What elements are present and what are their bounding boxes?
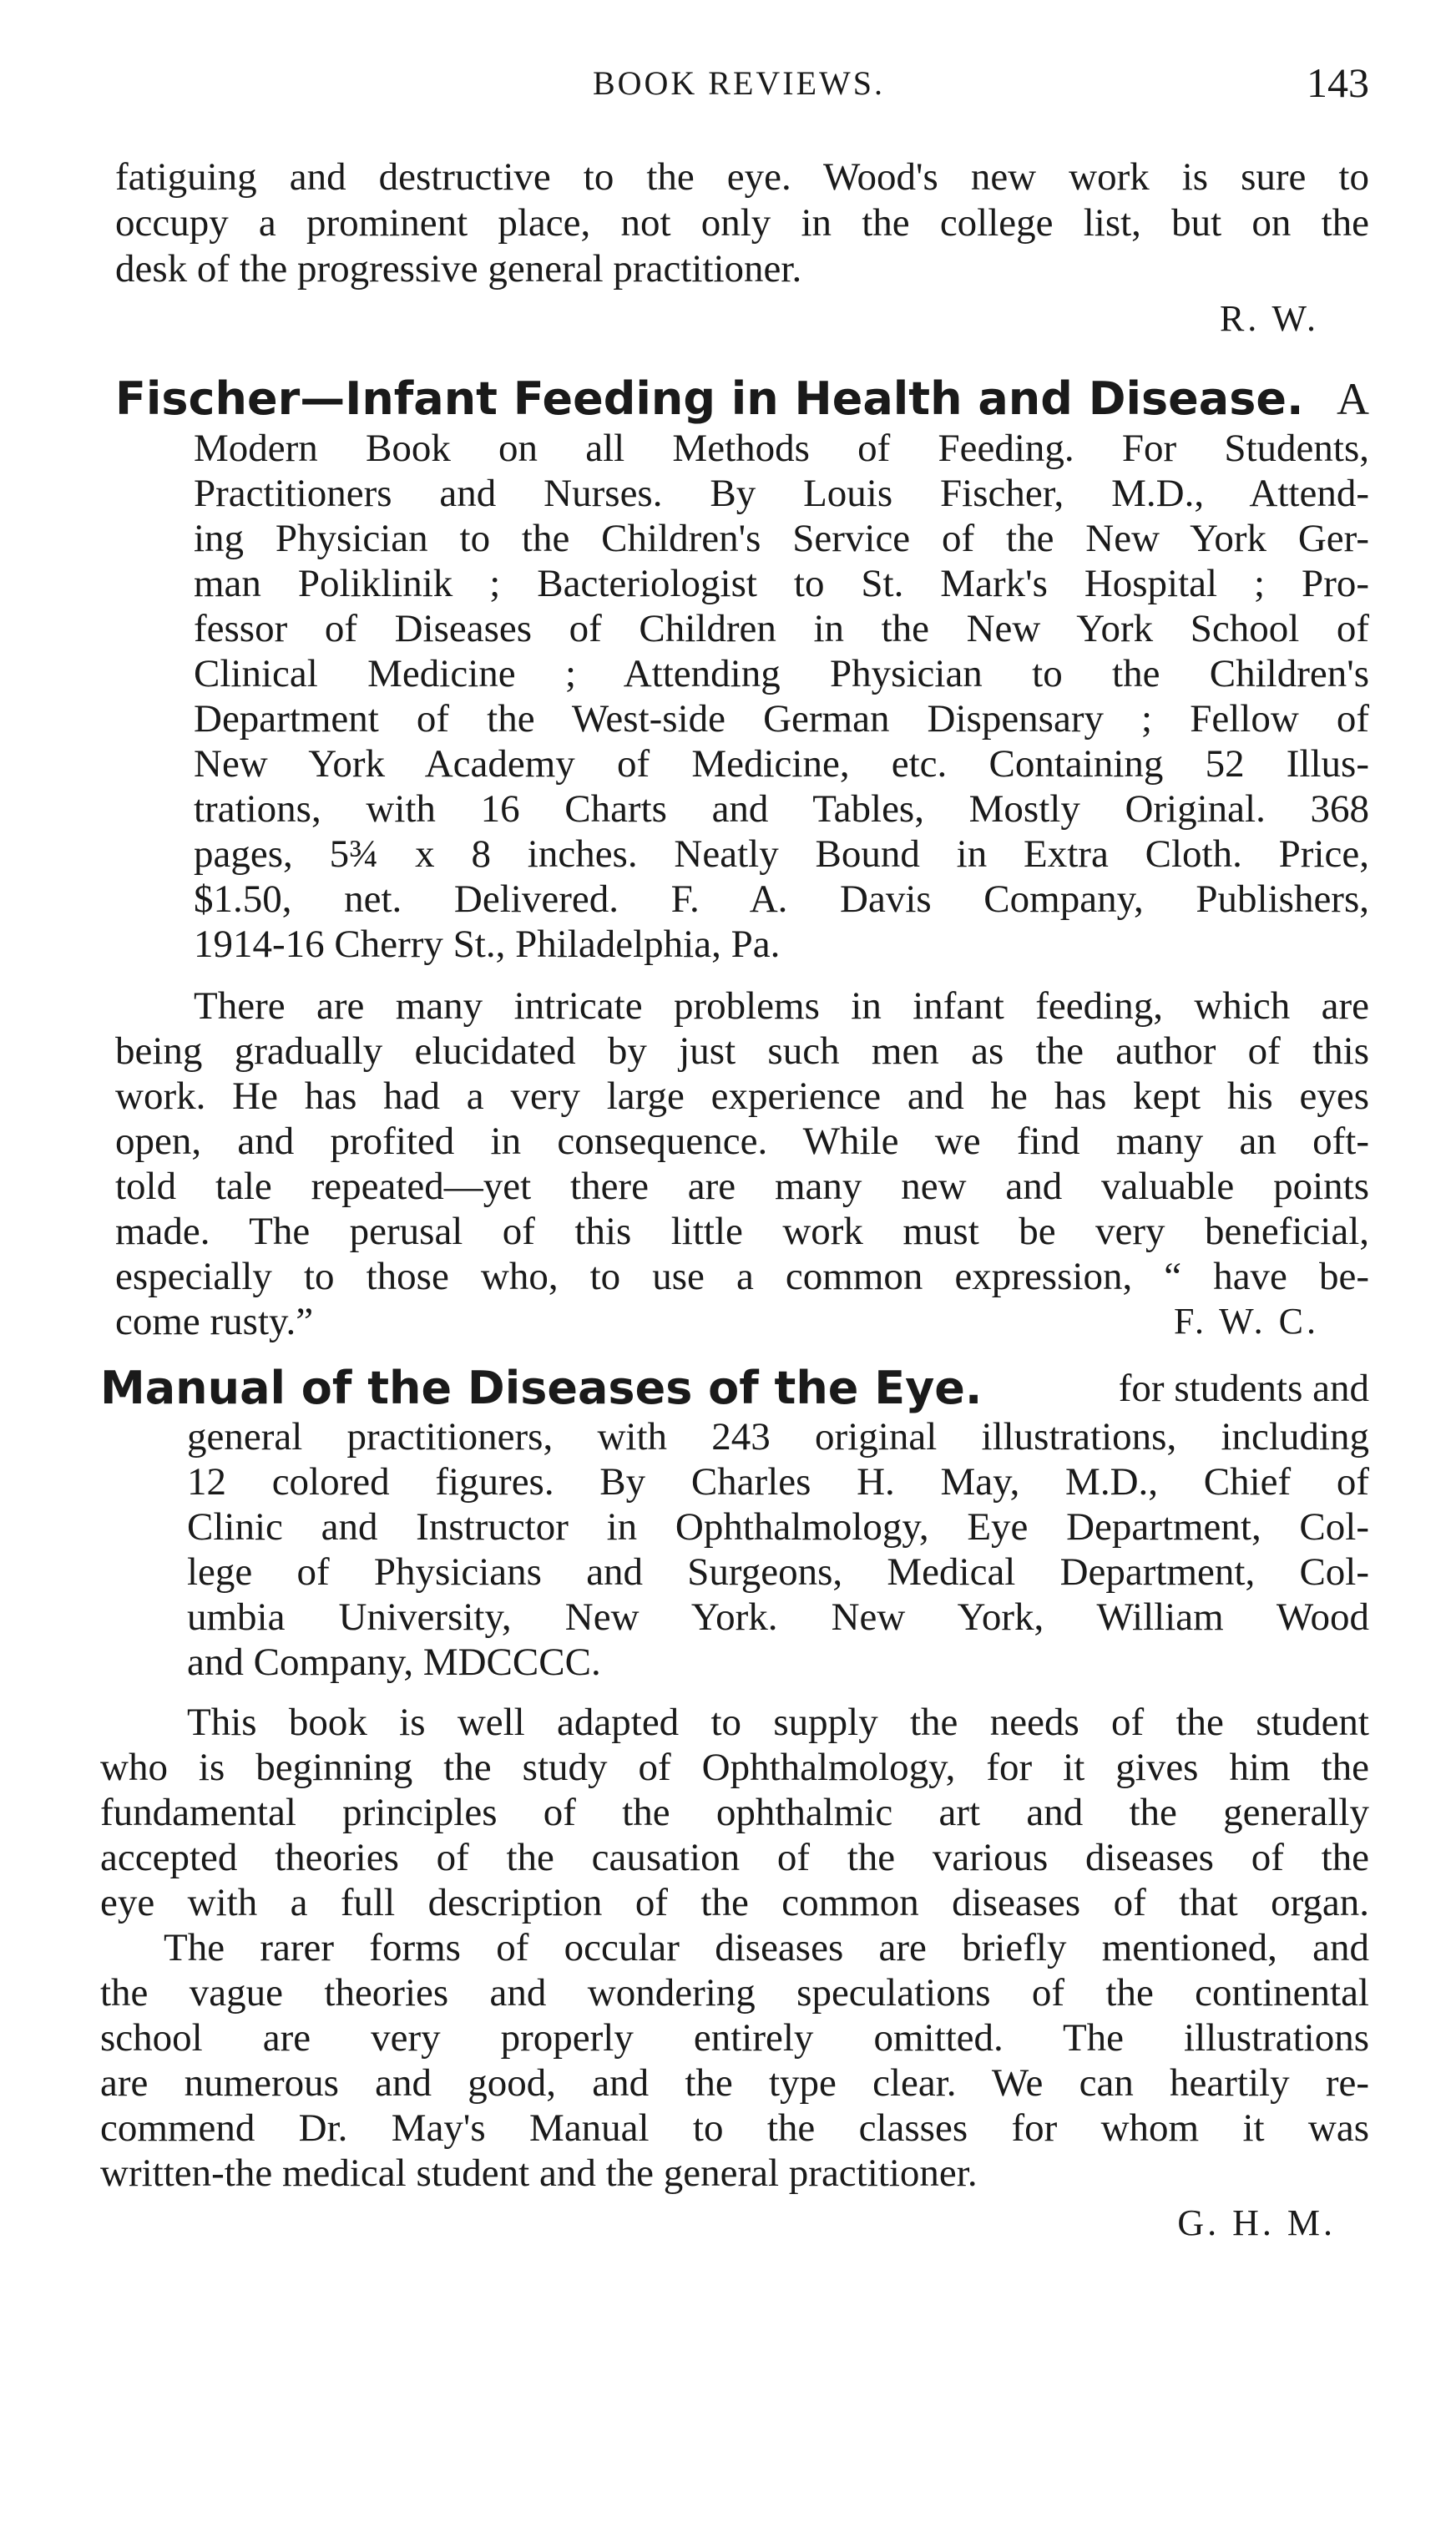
body-line: told tale repeated—yet there are many new and valuable points (115, 1165, 1369, 1208)
review-title-tail: for students and (1118, 1367, 1369, 1410)
citation-line: 1914-16 Cherry St., Philadelphia, Pa. (194, 923, 781, 966)
body-line: open, and profited in consequence. While we find many an oft- (115, 1120, 1369, 1163)
body-line: There are many intricate problems in infant feeding, which are (194, 984, 1369, 1028)
body-line: being gradually elucidated by just such men as the author of this (115, 1029, 1369, 1073)
citation-line: and Company, MDCCCC. (187, 1641, 601, 1684)
citation-line: umbia University, New York. New York, William Wood (187, 1595, 1369, 1639)
citation-line: Clinic and Instructor in Ophthalmology, Eye Department, Col- (187, 1505, 1369, 1549)
page-number: 143 (1307, 59, 1369, 106)
body-line: eye with a full description of the common diseases of that organ. (100, 1881, 1369, 1924)
citation-line: general practitioners, with 243 original illustrations, including (187, 1415, 1369, 1459)
body-line: The rarer forms of occular diseases are briefly mentioned, and (164, 1926, 1369, 1969)
citation-line: fessor of Diseases of Children in the New York School of (194, 607, 1369, 650)
citation-line: man Poliklinik ; Bacteriologist to St. Mark's Hospital ; Pro- (194, 562, 1369, 605)
review-title-tail: A (1337, 374, 1369, 424)
body-line: who is beginning the study of Ophthalmology, for it gives him the (100, 1746, 1369, 1789)
review-title: Fischer—Infant Feeding in Health and Disease. (115, 372, 1304, 425)
body-line: fundamental principles of the ophthalmic art and the generally (100, 1791, 1369, 1834)
continuation-line: fatiguing and destructive to the eye. Wood's new work is sure to (115, 155, 1369, 199)
citation-line: $1.50, net. Delivered. F. A. Davis Company, Publishers, (194, 877, 1369, 921)
citation-line: Clinical Medicine ; Attending Physician to the Children's (194, 652, 1369, 695)
review-signature: G. H. M. (1177, 2202, 1336, 2243)
review-title: Manual of the Diseases of the Eye. (100, 1362, 983, 1414)
citation-line: 12 colored figures. By Charles H. May, M.D., Chief of (187, 1460, 1369, 1504)
review-signature: F. W. C. (1174, 1301, 1319, 1342)
page-header (109, 58, 1369, 117)
body-line: accepted theories of the causation of the various diseases of the (100, 1836, 1369, 1879)
continuation-line: occupy a prominent place, not only in the college list, but on the (115, 201, 1369, 245)
review-heading (115, 373, 1369, 425)
citation-line: Department of the West-side German Dispensary ; Fellow of (194, 697, 1369, 741)
citation-line: Modern Book on all Methods of Feeding. For Students, (194, 427, 1369, 470)
citation-line: New York Academy of Medicine, etc. Containing 52 Illus- (194, 742, 1369, 786)
body-line: This book is well adapted to supply the needs of the student (187, 1701, 1369, 1744)
review-signature: R. W. (1219, 298, 1319, 339)
citation-line: trations, with 16 Charts and Tables, Mostly Original. 368 (194, 787, 1369, 831)
body-line: work. He has had a very large experience and he has kept his eyes (115, 1074, 1369, 1118)
body-line: school are very properly entirely omitted. The illustrations (100, 2016, 1369, 2060)
continuation-line: desk of the progressive general practitioner. (115, 247, 802, 291)
body-line: especially to those who, to use a common expression, “ have be- (115, 1255, 1369, 1298)
citation-line: Practitioners and Nurses. By Louis Fischer, M.D., Attend- (194, 472, 1369, 515)
body-line: are numerous and good, and the type clear. We can heartily re- (100, 2061, 1369, 2105)
review-heading (100, 1363, 1369, 1414)
running-head: BOOK REVIEWS. (592, 64, 886, 102)
body-line: commend Dr. May's Manual to the classes for whom it was (100, 2106, 1369, 2150)
body-line: come rusty.” (115, 1300, 314, 1343)
citation-line: lege of Physicians and Surgeons, Medical Department, Col- (187, 1550, 1369, 1594)
body-line: written-the medical student and the general practitioner. (100, 2151, 978, 2195)
citation-line: pages, 5¾ x 8 inches. Neatly Bound in Extra Cloth. Price, (194, 832, 1369, 876)
body-line: the vague theories and wondering speculations of the continental (100, 1971, 1369, 2015)
citation-line: ing Physician to the Children's Service of the New York Ger- (194, 517, 1369, 560)
body-line: made. The perusal of this little work must be very beneficial, (115, 1210, 1369, 1253)
